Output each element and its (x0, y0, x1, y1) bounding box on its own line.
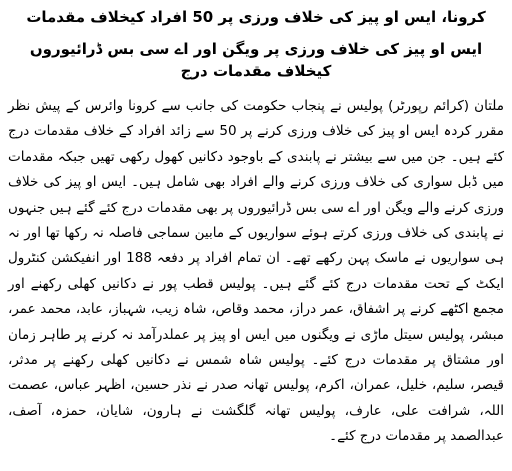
article-headline: کرونا، ایس او پیز کی خلاف ورزی پر 50 افراد کیخلاف مقدمات (26, 8, 486, 26)
article-subheadline: ایس او پیز کی خلاف ورزی پر ویگن اور اے سی بس ڈرائیوروں کیخلاف مقدمات درج (29, 40, 483, 80)
article-body: ملتان (کرائم رپورٹر) پولیس نے پنجاب حکومت کی جانب سے کرونا وائرس کے پیش نظر مقرر کردہ ایس او پیز کی خلاف ورزی کرنے پر 50 سے زائد افراد کے خلاف مقدمات درج کئے ہیں۔ جن میں سے بیشتر نے پابندی کے باوجود دکانیں کھول رکھی تھیں جبکہ مقدمات میں ڈبل سواری کی خلاف ورزی کرنے والے افراد بھی شامل ہیں۔ ایس او پیز کی خلاف ورزی کرنے والے ویگن اور اے سی بس ڈرائیوروں پر بھی مقدمات درج کئے گئے ہیں جنہوں نے پابندی کی خلاف ورزی کرتے ہوئے سواریوں کے مابین سماجی فاصلہ نہ رکھا تھا اور نہ ہی سواریوں نے ماسک پہن رکھے تھے۔ ان تمام افراد پر دفعہ 188 اور انفیکشن کنٹرول ایکٹ کے تحت مقدمات درج کئے گئے ہیں۔ پولیس قطب پور نے دکانیں کھلی رکھنے اور مجمع اکٹھے کرنے پر اشفاق، عمر دراز، محمد وقاص، شاہ زیب، شہباز، عابد، محمد عمر، مبشر، پولیس سیتل ماڑی نے ویگنوں میں ایس او پیز پر عملدرآمد نہ کرنے پر طاہر زمان اور مشتاق پر مقدمات درج کئے۔ پولیس شاہ شمس نے دکانیں کھلی رکھنے پر مدثر، قیصر، سلیم، خلیل، عمران، اکرم، پولیس تھانہ صدر نے نذر حسین، اظہر عباس، عصمت اللہ، شرافت علی، عارف، پولیس تھانہ گلگشت نے ہارون، شایان، حمزہ، آصف، عبدالصمد پر مقدمات درج کئے۔ (8, 98, 505, 445)
